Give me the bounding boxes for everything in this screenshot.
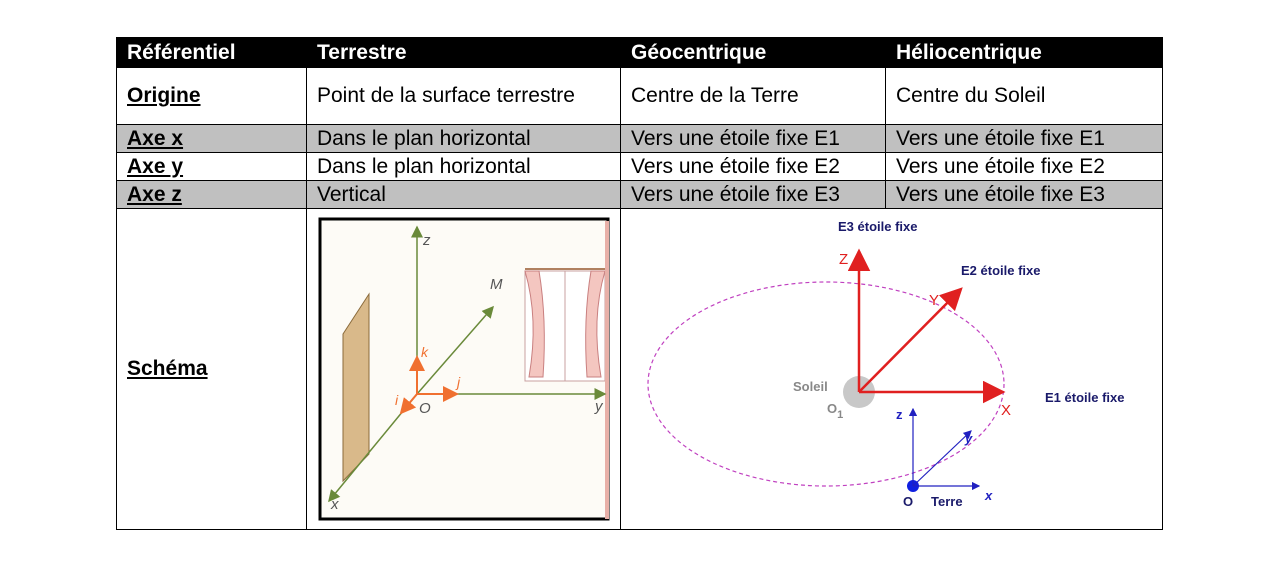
row-label-axe-y: Axe y (117, 153, 307, 181)
earth-y-axis (913, 431, 971, 486)
label-helio-y: Y (929, 292, 940, 309)
cell-axe-y-terrestre: Dans le plan horizontal (307, 153, 621, 181)
cell-axe-z-terrestre: Vertical (307, 181, 621, 209)
row-axe-x (117, 125, 1163, 153)
cell-origine-geocentrique: Centre de la Terre (621, 68, 886, 125)
label-earth-o: O (903, 494, 914, 509)
label-soleil: Soleil (793, 379, 828, 394)
cell-axe-x-heliocentrique: Vers une étoile fixe E1 (886, 125, 1163, 153)
cell-origine-heliocentrique: Centre du Soleil (886, 68, 1163, 125)
header-terrestre: Terrestre (307, 38, 621, 68)
row-label-axe-x: Axe x (117, 125, 307, 153)
label-terre: Terre (931, 494, 963, 509)
label-x: x (331, 496, 339, 513)
cell-schema-terrestre (307, 209, 621, 530)
label-y: y (595, 398, 603, 415)
cell-axe-x-terrestre: Dans le plan horizontal (307, 125, 621, 153)
cell-axe-x-geocentrique: Vers une étoile fixe E1 (621, 125, 886, 153)
label-earth-x: x (985, 488, 993, 503)
helio-y-axis (859, 289, 961, 392)
label-m: M (490, 276, 503, 293)
header-geocentrique: Géocentrique (621, 38, 886, 68)
label-o1: $O_1$ (827, 401, 844, 421)
label-e1: E1 étoile fixe (1045, 390, 1125, 405)
row-axe-y (117, 153, 1163, 181)
row-origine (117, 68, 1163, 125)
header-referentiel: Référentiel (117, 38, 307, 68)
label-earth-z: z (896, 407, 903, 422)
row-schema (117, 209, 1163, 530)
cell-axe-z-geocentrique: Vers une étoile fixe E3 (621, 181, 886, 209)
label-origin: O (419, 400, 431, 417)
cell-origine-terrestre: Point de la surface terrestre (307, 68, 621, 125)
label-z: z (423, 232, 431, 249)
label-j: j (457, 374, 461, 390)
row-label-origine: Origine (117, 68, 307, 125)
cell-axe-y-geocentrique: Vers une étoile fixe E2 (621, 153, 886, 181)
cell-axe-z-heliocentrique: Vers une étoile fixe E3 (886, 181, 1163, 209)
cell-schema-geo-helio (621, 209, 1163, 530)
terrestrial-frame-diagram (307, 209, 620, 529)
heliocentric-frame-diagram (621, 209, 1162, 529)
window-icon (525, 269, 605, 381)
row-axe-z (117, 181, 1163, 209)
label-earth-y: y (965, 431, 973, 446)
row-label-axe-z: Axe z (117, 181, 307, 209)
label-e3: E3 étoile fixe (838, 219, 918, 234)
cell-axe-y-heliocentrique: Vers une étoile fixe E2 (886, 153, 1163, 181)
reference-frames-table (116, 37, 1163, 530)
row-label-schema: Schéma (117, 209, 307, 530)
label-helio-z: Z (839, 251, 849, 268)
label-i: i (395, 392, 399, 408)
label-e2: E2 étoile fixe (961, 263, 1041, 278)
header-heliocentrique: Héliocentrique (886, 38, 1163, 68)
label-helio-x: X (1001, 402, 1012, 419)
header-row (117, 38, 1163, 68)
label-k: k (421, 344, 428, 360)
